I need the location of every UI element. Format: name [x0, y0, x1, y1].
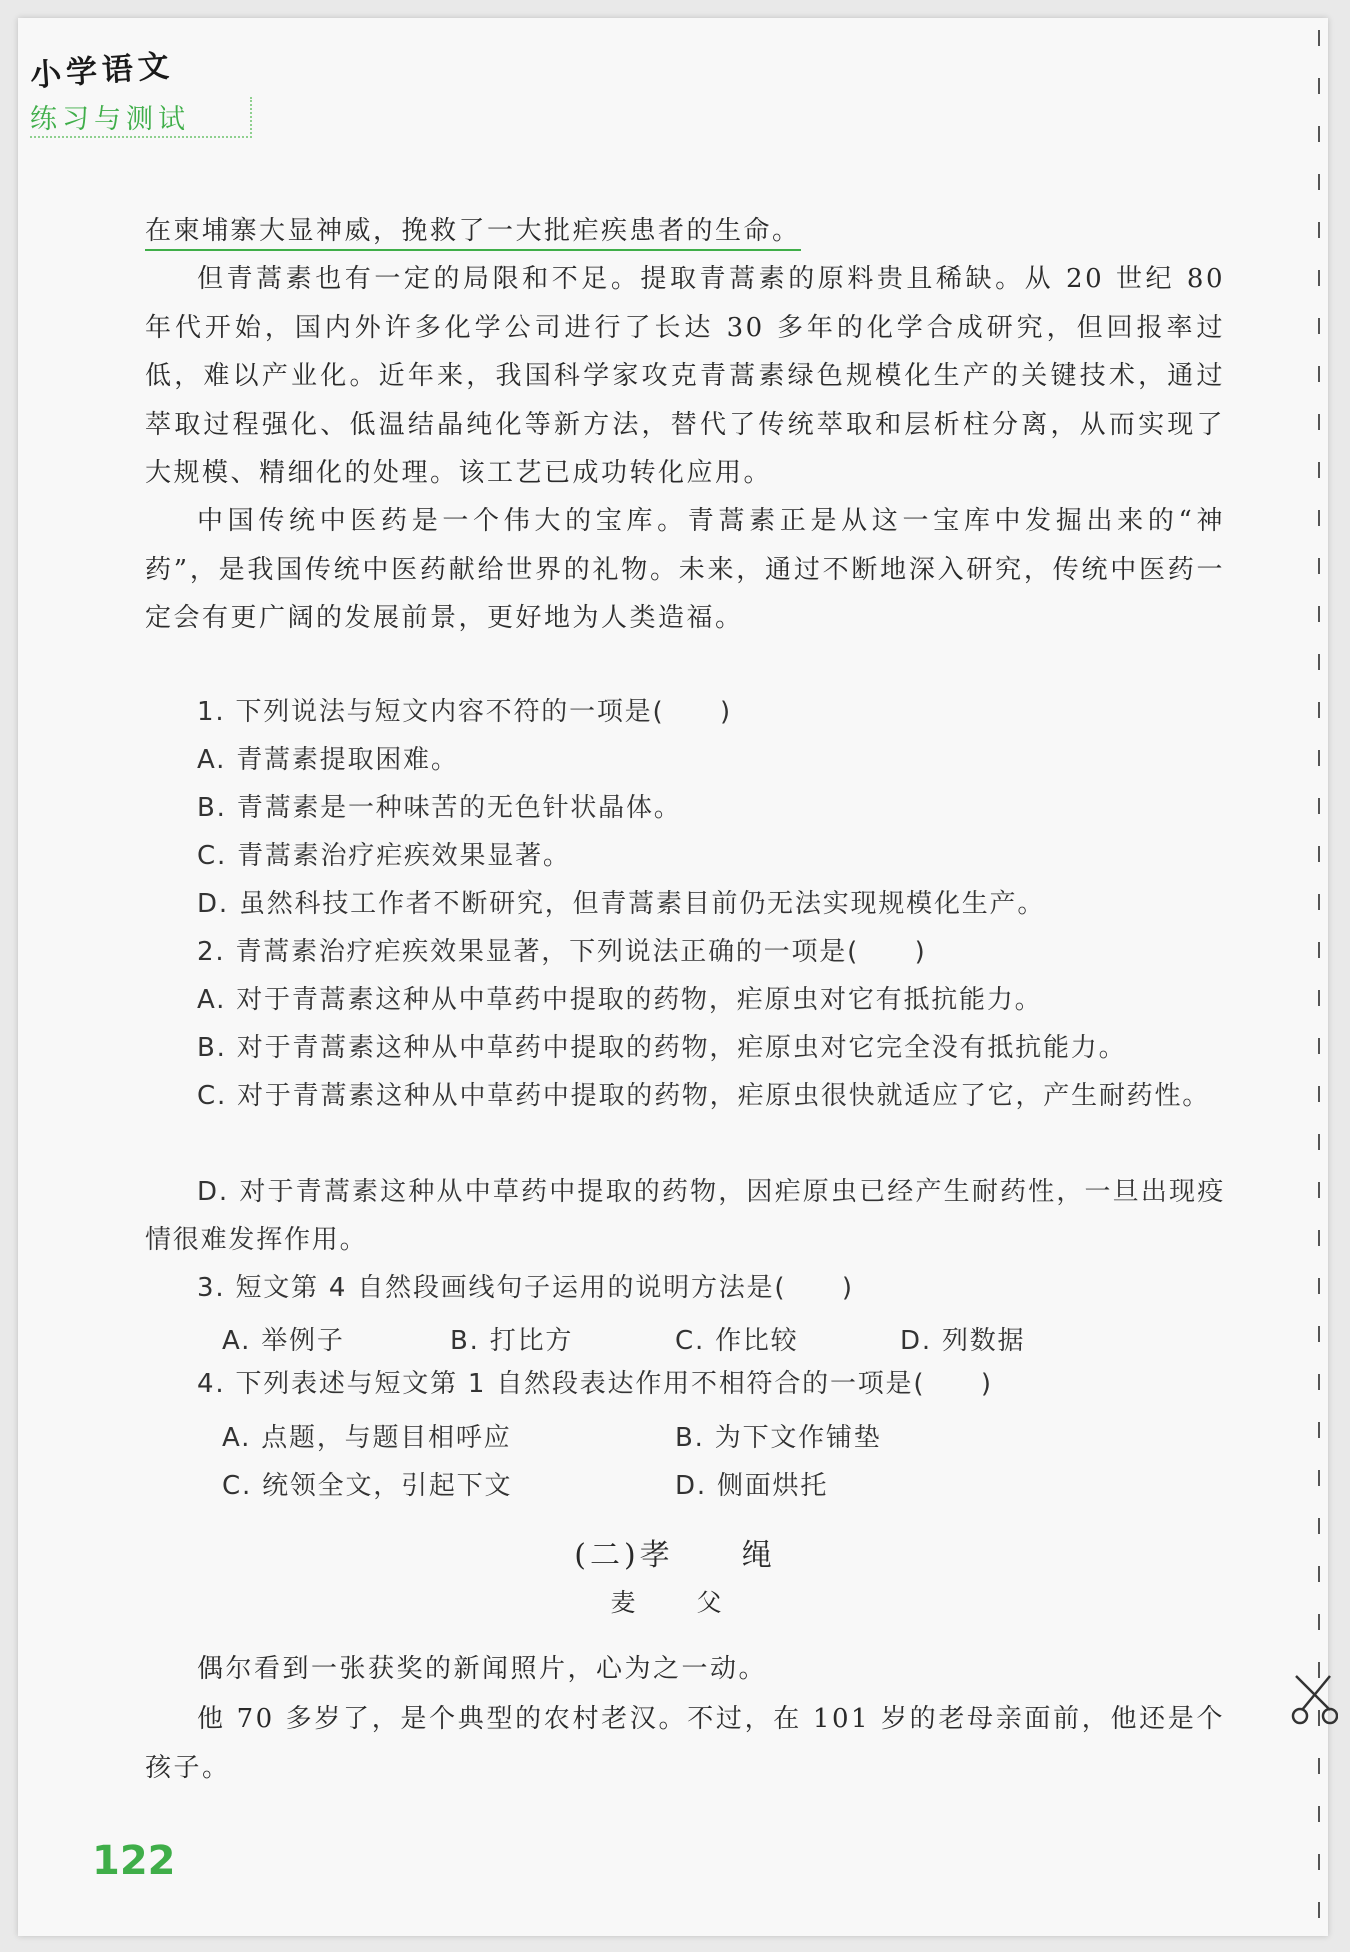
section-2-paragraph-1: 偶尔看到一张获奖的新闻照片，心为之一动。 — [197, 1654, 768, 1684]
passage-paragraph-2: 但青蒿素也有一定的局限和不足。提取青蒿素的原料贵且稀缺。从 20 世纪 80 年代开始，国内外许多化学公司进行了长达 30 多年的化学合成研究，但回报率过低，难以产业化。近年来，我国科学家攻克青蒿素绿色规模化生产的关键技术，通过萃取过程强化、低温结晶纯化等新方法，替代了传统萃取和层析柱分离，从而实现了大规模、精细化的处理。该工艺已成功转化应用。 — [145, 264, 1225, 488]
question-2-option-d: D. 对于青蒿素这种从中草药中提取的药物，因疟原虫已经产生耐药性，一旦出现疫情很难发挥作用。 — [145, 1177, 1225, 1255]
question-4-option-d: D. 侧面烘托 — [675, 1471, 829, 1501]
question-1-option-c: C. 青蒿素治疗疟疾效果显著。 — [197, 841, 571, 871]
series-title: 小学语文 — [28, 47, 176, 94]
question-3-option-b: B. 打比方 — [450, 1326, 574, 1356]
question-3-option-c: C. 作比较 — [675, 1326, 799, 1356]
series-subtitle: 练习与测试 — [30, 97, 252, 138]
question-3-option-d: D. 列数据 — [900, 1326, 1026, 1356]
series-logo — [28, 47, 252, 138]
question-1-option-d: D. 虽然科技工作者不断研究，但青蒿素目前仍无法实现规模化生产。 — [197, 889, 1046, 919]
section-2-title: (二)孝 绳 — [574, 1538, 776, 1573]
question-2-option-c: C. 对于青蒿素这种从中草药中提取的药物，疟原虫很快就适应了它，产生耐药性。 — [197, 1081, 1211, 1111]
question-1-option-b: B. 青蒿素是一种味苦的无色针状晶体。 — [197, 793, 682, 823]
underlined-sentence: 在柬埔寨大显神威，挽救了一大批疟疾患者的生命。 — [145, 216, 801, 251]
passage-paragraph-3: 中国传统中医药是一个伟大的宝库。青蒿素正是从这一宝库中发掘出来的“神药”，是我国传统中医药献给世界的礼物。未来，通过不断地深入研究，传统中医药一定会有更广阔的发展前景，更好地为人类造福。 — [145, 506, 1225, 633]
question-4-option-b: B. 为下文作铺垫 — [675, 1423, 882, 1453]
question-4-option-a: A. 点题，与题目相呼应 — [222, 1423, 512, 1453]
scissors-icon — [1290, 1670, 1338, 1730]
question-4-option-c: C. 统领全文，引起下文 — [222, 1471, 513, 1501]
question-3-stem: 3. 短文第 4 自然段画线句子运用的说明方法是( ) — [197, 1273, 854, 1303]
question-1-stem: 1. 下列说法与短文内容不符的一项是( ) — [197, 697, 732, 727]
passage-underlined-line — [145, 207, 1225, 256]
question-3-option-a: A. 举例子 — [222, 1326, 345, 1356]
section-2-paragraph-2: 他 70 多岁了，是个典型的农村老汉。不过，在 101 岁的老母亲面前，他还是个孩子。 — [145, 1704, 1225, 1783]
question-2-option-a: A. 对于青蒿素这种从中草药中提取的药物，疟原虫对它有抵抗能力。 — [197, 985, 1043, 1015]
question-2-option-b: B. 对于青蒿素这种从中草药中提取的药物，疟原虫对它完全没有抵抗能力。 — [197, 1033, 1127, 1063]
page-number: 122 — [92, 1838, 176, 1884]
section-2-author: 麦 父 — [610, 1588, 740, 1617]
question-2-stem: 2. 青蒿素治疗疟疾效果显著，下列说法正确的一项是( ) — [197, 937, 927, 967]
question-4-stem: 4. 下列表述与短文第 1 自然段表达作用不相符合的一项是( ) — [197, 1369, 993, 1399]
cut-line — [1318, 30, 1320, 1940]
question-1-option-a: A. 青蒿素提取困难。 — [197, 745, 459, 775]
